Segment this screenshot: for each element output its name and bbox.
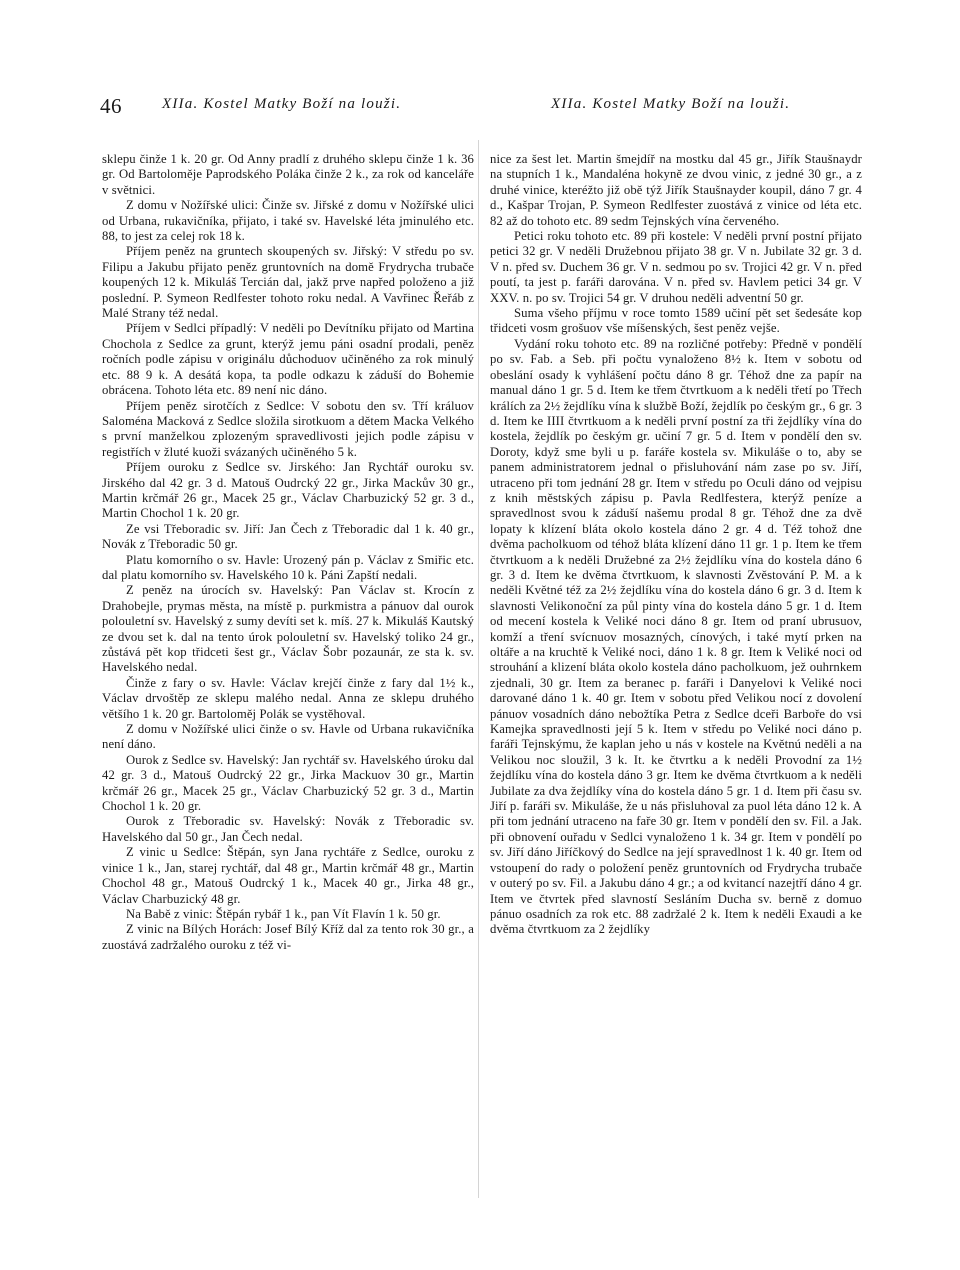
paragraph: Vydání roku tohoto etc. 89 na rozličné potřeby: Předně v pondělí po sv. Fab. a Seb. při počtu vynaloženo 8½ k. Item v sobotu od obeslání osady k vyhlášení počtu dáno 8 gr. Téhož dne za papír na manual dáno 1 gr. 5 d. Item ke třem čtvrtkuom a k neděli třetí po Třech králích za 2½ žejdlíku vína k službě Boží, žejdlík po českým gr., 6 gr. 3 d. Item ke IIII čtvrtkuom a k neděli první postní za tři žejdlíky vína do kostela, žejdlík po českým gr. učiní 7 gr. 5 d. Item v pondělí den sv. Doroty, když sme byli u p. faráře kostela sv. Mikuláše o to, aby se panem administratorem jednal o přisluhování nám zase po sv. Jiří, utraceno při tom jednání 28 gr. Item v středu po Oculi dáno od vejpisu z knih městských zápisu p. Pavla Redlfestera, kterýž peníze a spravedlnost svou k záduší našemu prodal 8 gr. Téhož dne za dvě lopaty k klízení bláta okolo kostela dáno 2 gr. 4 d. Též tohož dne dvěma pacholkuom od téhož bláta klízení dáno 11 gr. 1 p. Item ke třem čtvrtkuom a k neděli Družebné za 2½ žejdlíku vína do kostela dáno 6 gr. 3 d. Item ke dvěma čtvrtkuom, k slavnosti Zvěstování P. M. a k neděli Květné též za 2½ žejdlíku vína do kostela dáno 6 gr. 3 d. Item k slavnosti Velikonoční za půl pinty vína do kostela dáno 5 gr. 1 d. Item od mecení kostela k Veliké noci dáno 8 gr. Item od praní ubrusuov, komží a tření svícnuov mosazných, cínových, i také mytí prken na oltáře a na kruchtě k Veliké noci, dáno 1 k. 8 gr. Item k Veliké noci od strouhání a klizení bláta okolo kostela dáno pacholkuom, jež ouhrnkem zjednali, 30 gr. Item za beranec p. faráři i Danyelovi k Veliké noci darované dáno 1 k. 40 gr. Item v sobotu před Velikou nocí z dovolení pánuov vosadních dáno nebožtíka Petra z Sedlce dceři Barboře do vsi Kamejka spravedlnosti její 5 k. Item v středu po Veliké noci dáno p. faráři Tejnskýmu, že kaplan jeho u nás v kostele na Květnú neděli a na Velikou noc sloužil, 3 k. It. ke čtvrtku a k neděli Provodní za 1½ žejdlíku vína do kostela dáno 3 gr. Item ke dvěma čtvrtkuom a k neděli Jubilate za dva žejdlíky vína do kostela dáno 5 gr. 1 d. Item při času sv. Jiří p. faráři sv. Mikuláše, že u nás přisluhoval za puol léta dáno 12 k. A při tom jednání utraceno na faře 30 gr. Item v pondělí den sv. Fil. a Jak. při obnovení ouřadu v Sedlci vynaloženo 1 k. 34 gr. Item v pondělí po sv. Jiří dáno Jiříčkový do Sedlce na její spravedlnost 1 k. 40 gr. Item od vstoupení do rady o položení peněz gruntovních od Frydrycha trubače v outerý po sv. Fil. a Jakubu dáno 4 gr.; a od kvitancí nazejtří dáno 4 gr. Item ve čtvrtek před slavností Sesláním Ducha sv. berně z domuo pánuo osadních za rok etc. 88 zadržalé 2 k. Item k neděli Exaudi a ke dvěma čtvrtkuom za 2 žejdlíky [490,336,862,937]
right-column [490,152,862,938]
left-column [102,152,474,953]
page-number: 46 [100,94,122,118]
column-divider [478,140,479,1198]
paragraph: Příjem v Sedlci případlý: V neděli po Devítníku přijato od Martina Chochola z Sedlce za grunt, kterýž jemu páni osadní prodali, peněz ročních podle zápisu v originálu důchoduov učiněného za rok minulý etc. 88 9 k. A desátá kopa, ta podle odkazu k záduší do Bohemie obrácena. Tohoto léta etc. 89 není nic dáno. [102,321,474,398]
paragraph: sklepu činže 1 k. 20 gr. Od Anny pradlí z druhého sklepu činže 1 k. 36 gr. Od Bartoloměje Paprodského Poláka činže 2 k., za rok od kanceláře v světnici. [102,152,474,197]
paragraph: Z domu v Nožířské ulici: Činže sv. Jiřské z domu v Nožířské ulici od Urbana, rukavičníka, přijato, i také sv. Havelské léta jminulého etc. 88, to jest za celej rok 18 k. [102,198,474,244]
paragraph: Činže z fary o sv. Havle: Václav krejčí činže z fary dal 1½ k., Václav drvoštěp ze sklepu malého nedal. Anna ze sklepu druhého většího 1 k. 20 gr. Bartoloměj Polák se vystěhoval. [102,675,474,721]
paragraph: Z peněz na úrocích sv. Havelský: Pan Václav st. Krocín z Drahobejle, prymas města, na místě p. purkmistra a pánuov dal ourok polouletní sv. Havelský z sumy devíti set k. míš. 27 k. Mikuláš Kautský ze dvou set k. dal na tento úrok polouletní sv. Havelský toliko 24 gr., zůstává pět kop třidceti šest gr., Václav Šobr pozaunár, ze sta k. sv. Havelského nedal. [102,583,474,675]
paragraph: Platu komorního o sv. Havle: Urozený pán p. Václav z Smiřic etc. dal platu komorního sv. Havelského 10 k. Páni Zapští nedali. [102,552,474,582]
paragraph: Z vinic na Bílých Horách: Josef Bílý Kříž dal za tento rok 30 gr., a zuostává zadržalého ouroku z též vi- [102,922,474,952]
running-head-left: XIIa. Kostel Matky Boží na louži. [162,96,402,112]
paragraph: nice za šest let. Martin šmejdíř na mostku dal 45 gr., Jiřík Staušnaydr na stupních 1 k., Mandaléna hokyně ze dvou vinic, z jedné 30 gr., a z druhé vinice, kteréžto již obě týž Jiřík Staušnayder koupil, dáno 7 gr. 4 d., Kašpar Trojan, P. Symeon Redlfester zuostává z vinice od léta etc. 82 až do tohoto etc. 89 sedm Tejnských vína červeného. [490,152,862,228]
paragraph: Z vinic u Sedlce: Štěpán, syn Jana rychtáře z Sedlce, ouroku z vinice 1 k., Jan, starej rychtář, dal 48 gr., Martin krčmář 48 gr., Martin Chochol 48 gr., Matouš Oudrcký 1 k., Macek 40 gr., Jirka 48 gr., Václav Charbuzický 48 gr. [102,845,474,906]
paragraph: Suma všeho příjmu v roce tomto 1589 učiní pět set šedesáte kop třidceti vosm grošuov vše míšenských, šest peněz vejše. [490,306,862,336]
paragraph: Ze vsi Třeboradic sv. Jiří: Jan Čech z Třeboradic dal 1 k. 40 gr., Novák z Třeboradic 50 gr. [102,521,474,552]
paragraph: Ourok z Třeboradic sv. Havelský: Novák z Třeboradic sv. Havelského dal 50 gr., Jan Čech nedal. [102,814,474,844]
running-head-right: XIIa. Kostel Matky Boží na louži. [551,96,791,112]
paragraph: Příjem ouroku z Sedlce sv. Jirského: Jan Rychtář ouroku sv. Jirského dal 42 gr. 3 d. Matouš Oudrcký 22 gr., Jirka Mackův 30 gr., Martin krčmář 26 gr., Macek 25 gr., Václav Charbuzický 52 gr. 3 d., Martin Chochol 1 k. 20 gr. [102,460,474,521]
paragraph: Ourok z Sedlce sv. Havelský: Jan rychtář sv. Havelského úroku dal 42 gr. 3 d., Matouš Oudrcký 22 gr., Jirka Mackuov 30 gr., Martin krčmář 26 gr., Macek 25 gr., Václav Charbuzický 52 gr. 3 d., Martin Chochol 1 k. 20 gr. [102,752,474,814]
paragraph: Příjem peněz sirotčích z Sedlce: V sobotu den sv. Tří králuov Saloména Macková z Sedlce složila sirotkuom a dětem Macka Velkého s první manželkou zplozeným spravedlivosti jejich podle zápisu v registřích v žluté kuoži svázaných učiněného 5 k. [102,398,474,459]
paragraph: Na Babě z vinic: Štěpán rybář 1 k., pan Vít Flavín 1 k. 50 gr. [126,906,441,921]
page-header [100,94,860,118]
paragraph: Petici roku tohoto etc. 89 při kostele: V neděli první postní přijato petici 32 gr. V neděli Družebnou přijato 38 gr. V n. Jubilate 32 gr. 3 d. V n. před sv. Duchem 36 gr. V n. sedmou po sv. Trojici 42 gr. V n. před poutí, ta jest p. faráři darována. V n. před sv. Havlem petici 34 gr. V XXV. n. po sv. Trojici 54 gr. V druhou neděli adventní 50 gr. [490,229,862,305]
paragraph: Z domu v Nožířské ulici činže o sv. Havle od Urbana rukavičníka není dáno. [102,722,474,752]
paragraph: Příjem peněz na gruntech skoupených sv. Jiřský: V středu po sv. Filipu a Jakubu přijato peněz gruntovních na domě Frydrycha trubače koupených 12 k. Mikuláš Tercián dal, jakž prve napřed položeno a již poslední. P. Symeon Redlfester tohoto roku nedal. A Vavřinec Řeřáb z Malé Strany též nedal. [102,244,474,321]
